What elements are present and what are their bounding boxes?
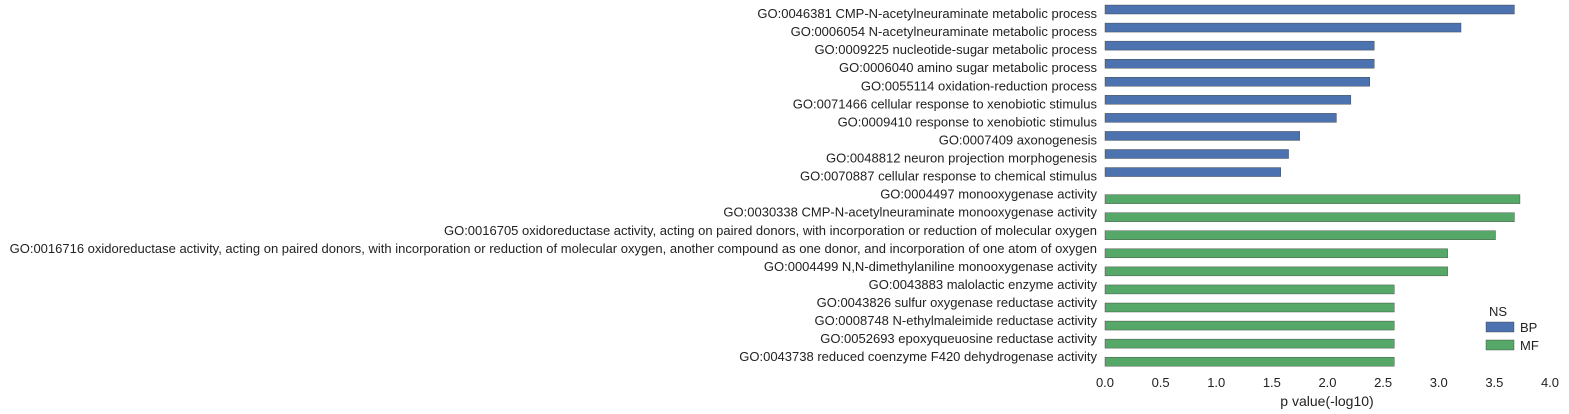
- bar-bp: [1105, 168, 1281, 177]
- x-tick-label: 1.0: [1207, 375, 1226, 390]
- bar-bp: [1105, 95, 1351, 104]
- legend-items: [1486, 320, 1539, 353]
- bar-mf: [1105, 213, 1514, 222]
- y-tick-label: GO:0052693 epoxyqueuosine reductase activity: [820, 331, 1097, 347]
- y-tick-label: GO:0046381 CMP-N-acetylneuraminate metabolic process: [757, 6, 1097, 22]
- legend: [1486, 304, 1539, 353]
- y-tick-label: GO:0016716 oxidoreductase activity, acting on paired donors, with incorporation or reduction of molecular oxygen, another compound as one donor, and incorporation of one atom of oxygen: [9, 240, 1097, 256]
- y-tick-label: GO:0007409 axonogenesis: [938, 132, 1097, 148]
- y-tick-label: GO:0043883 malolactic enzyme activity: [868, 276, 1097, 292]
- y-tick-label: GO:0008748 N-ethylmaleimide reductase activity: [814, 313, 1097, 329]
- bar-mf: [1105, 249, 1448, 258]
- x-tick-label: 2.5: [1374, 375, 1393, 390]
- legend-swatch-bp: [1486, 322, 1514, 332]
- y-tick-label: GO:0006054 N-acetylneuraminate metabolic process: [790, 24, 1097, 40]
- y-tick-label: GO:0006040 amino sugar metabolic process: [839, 60, 1097, 76]
- bar-bp: [1105, 113, 1336, 122]
- y-tick-label: GO:0043738 reduced coenzyme F420 dehydrogenase activity: [739, 349, 1097, 365]
- y-tick-label: GO:0016705 oxidoreductase activity, acting on paired donors, with incorporation or reduction of molecular oxygen: [443, 222, 1097, 238]
- x-tick-labels: [1096, 375, 1559, 390]
- y-tick-label: GO:0009225 nucleotide-sugar metabolic process: [814, 42, 1097, 58]
- x-axis-label: p value(-log10): [1280, 393, 1374, 409]
- y-tick-label: GO:0004499 N,N-dimethylaniline monooxygenase activity: [763, 258, 1097, 274]
- x-tick-label: 2.0: [1318, 375, 1337, 390]
- bar-bp: [1105, 5, 1514, 14]
- bar-mf: [1105, 267, 1448, 276]
- bar-bp: [1105, 77, 1370, 86]
- y-tick-label: GO:0070887 cellular response to chemical stimulus: [800, 168, 1097, 184]
- y-tick-label: GO:0009410 response to xenobiotic stimulus: [837, 114, 1097, 130]
- bar-mf: [1105, 357, 1394, 366]
- legend-label-mf: MF: [1520, 338, 1539, 353]
- bar-mf: [1105, 195, 1520, 204]
- bar-mf: [1105, 321, 1394, 330]
- bar-bp: [1105, 41, 1374, 50]
- y-tick-labels: [10, 6, 1098, 364]
- x-tick-label: 0.0: [1095, 375, 1115, 390]
- x-tick-label: 3.0: [1429, 375, 1448, 390]
- x-tick-label: 1.5: [1262, 375, 1281, 390]
- legend-title: NS: [1488, 304, 1508, 319]
- bar-mf: [1105, 339, 1394, 348]
- y-tick-label: GO:0055114 oxidation-reduction process: [860, 78, 1097, 94]
- x-tick-label: 4.0: [1540, 375, 1560, 390]
- y-tick-label: GO:0004497 monooxygenase activity: [880, 186, 1097, 202]
- bar-mf: [1105, 285, 1394, 294]
- bar-bp: [1105, 59, 1374, 68]
- y-tick-label: GO:0030338 CMP-N-acetylneuraminate monooxygenase activity: [723, 204, 1097, 220]
- y-tick-label: GO:0071466 cellular response to xenobiotic stimulus: [792, 96, 1097, 112]
- bar-bp: [1105, 23, 1461, 32]
- legend-label-bp: BP: [1520, 320, 1538, 335]
- bars: [1105, 5, 1520, 366]
- bar-mf: [1105, 231, 1495, 240]
- x-tick-label: 0.5: [1151, 375, 1170, 390]
- y-tick-label: GO:0043826 sulfur oxygenase reductase activity: [816, 294, 1097, 310]
- bar-bp: [1105, 149, 1289, 158]
- bar-bp: [1105, 131, 1300, 140]
- legend-swatch-mf: [1486, 340, 1514, 350]
- x-tick-label: 3.5: [1485, 375, 1504, 390]
- bar-mf: [1105, 303, 1394, 312]
- y-tick-label: GO:0048812 neuron projection morphogenesis: [825, 150, 1097, 166]
